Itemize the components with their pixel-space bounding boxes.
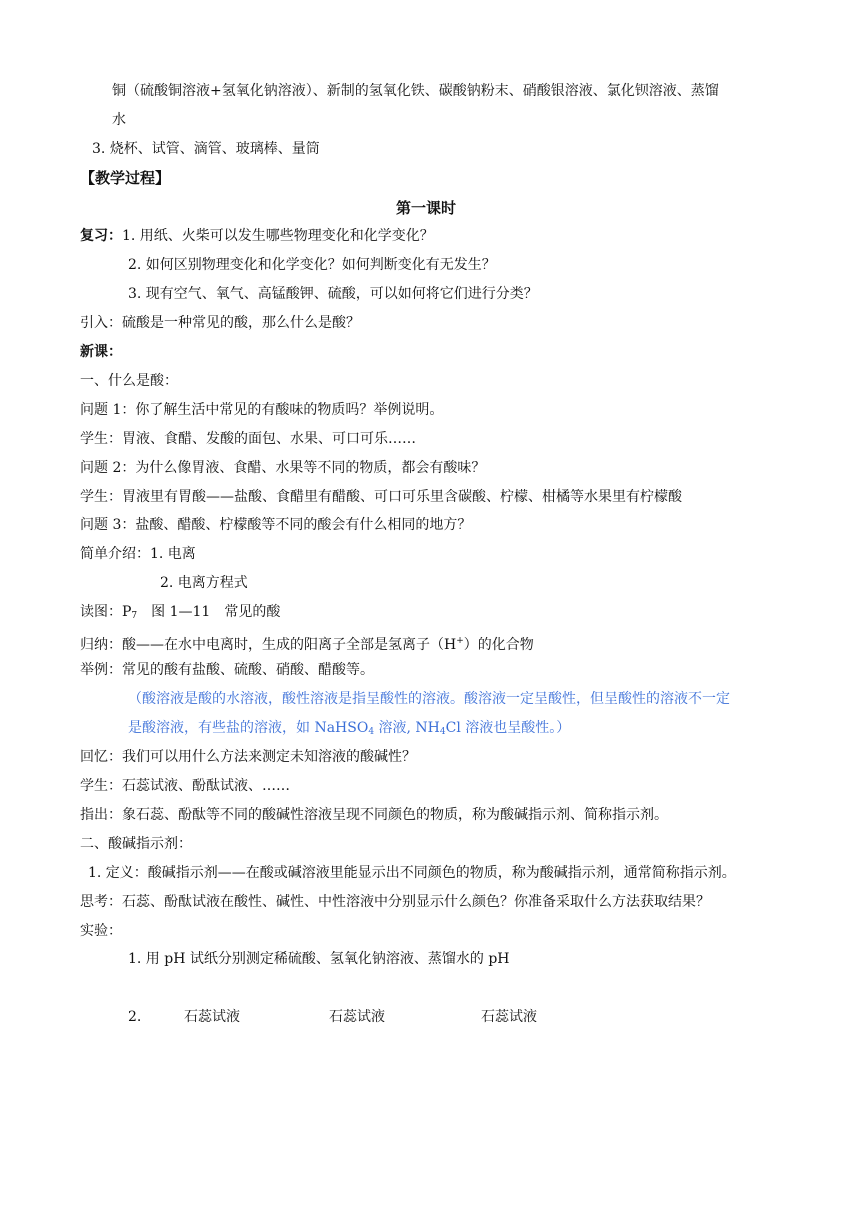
new-lesson-label: 新课： — [80, 344, 122, 360]
review-question-1: 1. 用纸、火柴可以发生哪些物理变化和化学变化？ — [122, 228, 434, 244]
experiment-2-label-a: 石蕊试液 — [184, 1009, 240, 1025]
question-1: 问题 1：你了解生活中常见的有酸味的物质吗？举例说明。 — [80, 402, 444, 418]
item-text: 烧杯、试管、滴管、玻璃棒、量筒 — [109, 141, 320, 157]
reading-page-subscript: 7 — [131, 611, 138, 621]
lesson-title: 第一课时 — [396, 199, 457, 217]
note-subscript-2: 4 — [439, 727, 446, 737]
note-subscript-1: 4 — [368, 727, 375, 737]
materials-item-3 — [92, 140, 320, 158]
brief-intro-2: 2. 电离方程式 — [160, 575, 248, 591]
materials-line-1: 铜（硫酸铜溶液+氢氧化钠溶液）、新制的氢氧化铁、碳酸钠粉末、硝酸银溶液、氯化钡溶液、蒸馏 — [112, 83, 719, 99]
reading-prefix: 读图：P — [80, 604, 132, 620]
part-1-title: 一、什么是酸： — [80, 373, 178, 389]
student-answer-2: 学生：胃液里有胃酸——盐酸、食醋里有醋酸、可口可乐里含碳酸、柠檬、柑橘等水果里有柠檬酸 — [80, 489, 682, 505]
note-part-a: 是酸溶液，有些盐的溶液，如 NaHSO — [128, 720, 369, 736]
review-question-2: 2. 如何区别物理变化和化学变化？如何判断变化有无发生？ — [128, 257, 496, 273]
induction-prefix: 归纳：酸——在水中电离时，生成的阳离子全部是氢离子（H — [80, 637, 457, 653]
note-part-c: Cl 溶液也呈酸性。） — [445, 720, 571, 736]
induction-suffix: ）的化合物 — [463, 637, 534, 653]
review-line-1 — [80, 227, 434, 245]
brief-intro-1: 简单介绍：1. 电离 — [80, 546, 196, 562]
item-number: 3. — [92, 141, 106, 157]
induction-superscript: + — [456, 636, 464, 646]
student-answer-indicators: 学生：石蕊试液、酚酞试液、…… — [80, 778, 290, 794]
question-3: 问题 3：盐酸、醋酸、柠檬酸等不同的酸会有什么相同的地方？ — [80, 517, 472, 533]
question-2: 问题 2：为什么像胃液、食醋、水果等不同的物质，都会有酸味？ — [80, 460, 486, 476]
section-title: 【教学过程】 — [80, 169, 171, 187]
note-part-b: 溶液, NH — [374, 720, 440, 736]
example-line: 举例：常见的酸有盐酸、硫酸、硝酸、醋酸等。 — [80, 662, 374, 678]
materials-line-1-continued: 水 — [112, 112, 126, 128]
definition-line: 1. 定义：酸碱指示剂——在酸或碱溶液里能显示出不同颜色的物质，称为酸碱指示剂，通常简称指示剂。 — [88, 865, 736, 881]
reading-suffix: 图 1—11 常见的酸 — [137, 604, 281, 620]
experiment-2-label-b: 石蕊试液 — [329, 1009, 385, 1025]
point-out-line: 指出：象石蕊、酚酞等不同的酸碱性溶液呈现不同颜色的物质，称为酸碱指示剂、简称指示剂。 — [80, 807, 668, 823]
note-line-1: （酸溶液是酸的水溶液，酸性溶液是指呈酸性的溶液。酸溶液一定呈酸性，但呈酸性的溶液不一定 — [128, 691, 730, 707]
experiment-2-label-c: 石蕊试液 — [481, 1009, 537, 1025]
experiment-2-number: 2. — [128, 1009, 142, 1025]
note-line-2 — [128, 719, 570, 741]
experiment-label: 实验： — [80, 923, 122, 939]
intro-line: 引入：硫酸是一种常见的酸，那么什么是酸？ — [80, 315, 360, 331]
review-label: 复习： — [80, 228, 122, 244]
student-answer-1: 学生：胃液、食醋、发酸的面包、水果、可口可乐…… — [80, 431, 416, 447]
part-2-title: 二、酸碱指示剂： — [80, 836, 192, 852]
induction-line — [80, 632, 534, 654]
think-line: 思考：石蕊、酚酞试液在酸性、碱性、中性溶液中分别显示什么颜色？你准备采取什么方法获取结果？ — [80, 894, 710, 910]
experiment-1: 1. 用 pH 试纸分别测定稀硫酸、氢氧化钠溶液、蒸馏水的 pH — [128, 951, 510, 967]
recall-line: 回忆：我们可以用什么方法来测定未知溶液的酸碱性？ — [80, 749, 416, 765]
review-question-3: 3. 现有空气、氧气、高锰酸钾、硫酸，可以如何将它们进行分类？ — [128, 286, 538, 302]
reading-figure — [80, 603, 280, 625]
